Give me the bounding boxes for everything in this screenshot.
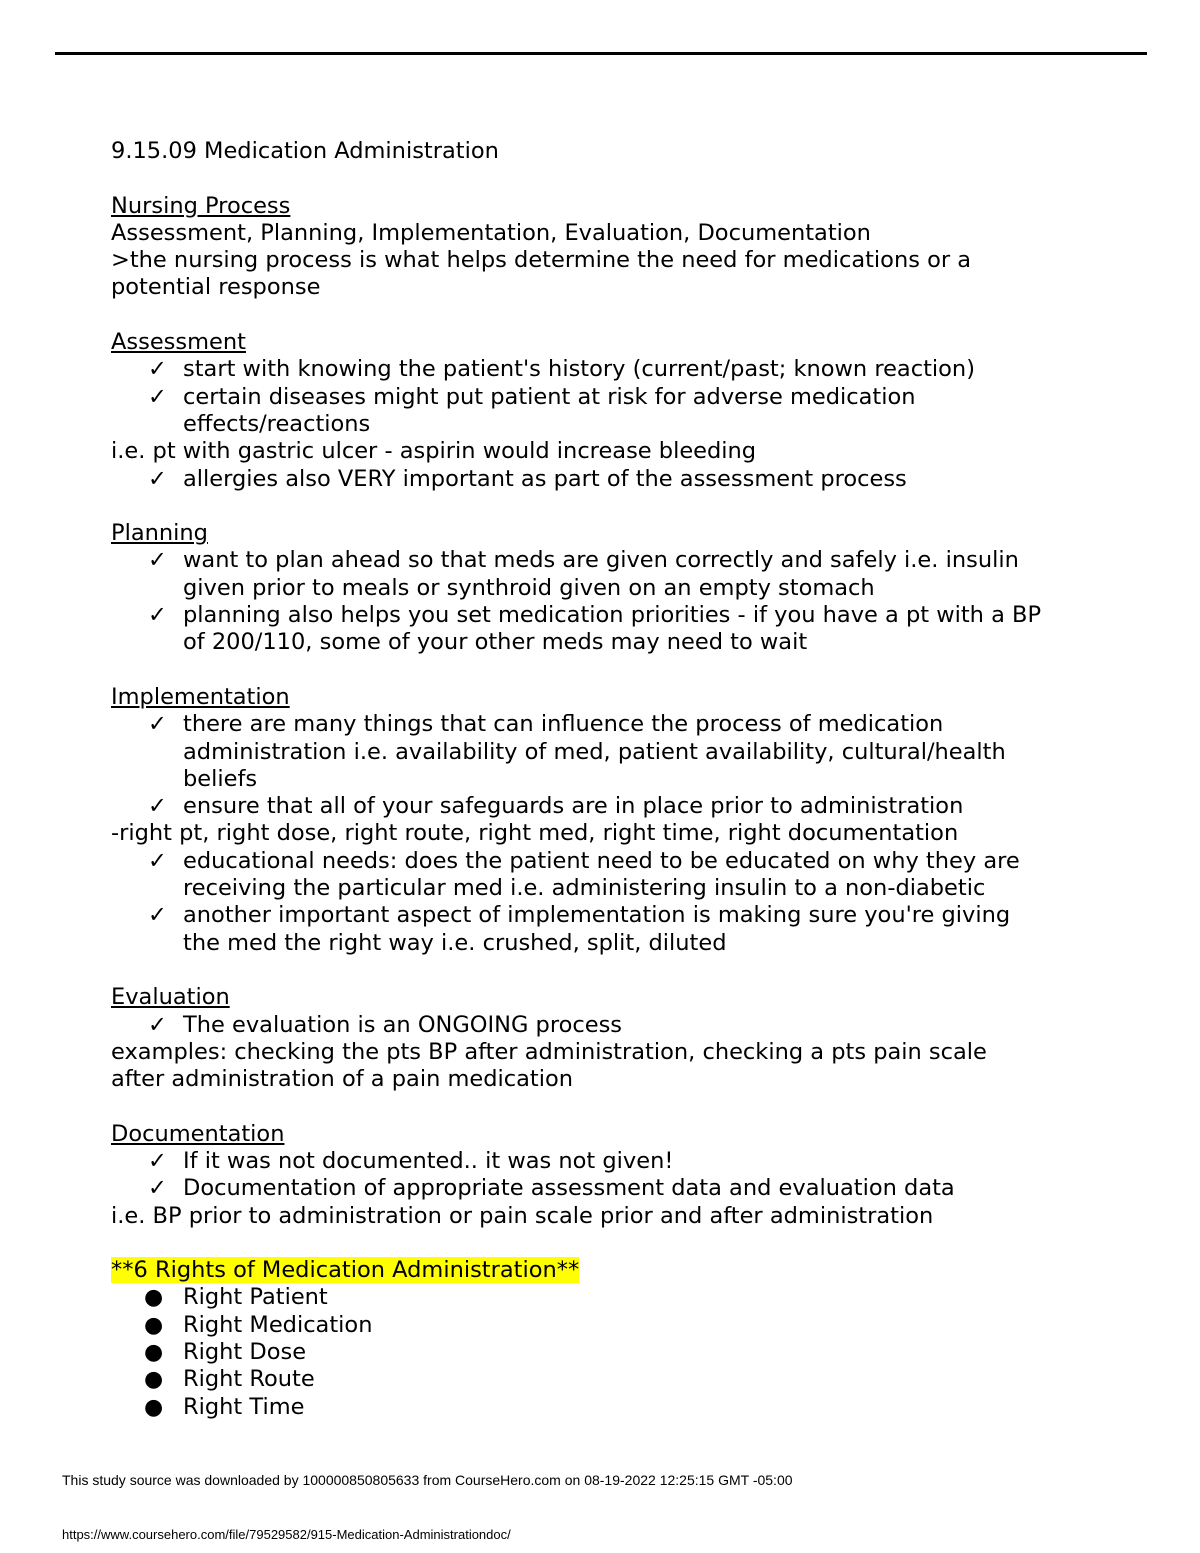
nursing-process-line: potential response [111, 274, 321, 301]
documentation-note: i.e. BP prior to administration or pain scale prior and after administration [111, 1202, 934, 1229]
implementation-item: ✓ another important aspect of implementation is making sure you're giving [148, 902, 1011, 929]
check-icon: ✓ [148, 793, 167, 820]
source-url-link[interactable]: https://www.coursehero.com/file/79529582/915-Medication-Administrationdoc/ [62, 1527, 511, 1542]
check-icon: ✓ [148, 356, 167, 383]
bullet-icon: ● [144, 1340, 164, 1366]
check-icon: ✓ [148, 602, 167, 629]
planning-item-continued: given prior to meals or synthroid given on an empty stomach [183, 574, 875, 601]
check-icon: ✓ [148, 465, 167, 492]
check-icon: ✓ [148, 1147, 167, 1174]
nursing-process-heading: Nursing Process [111, 192, 291, 219]
bullet-icon: ● [144, 1394, 164, 1420]
documentation-heading: Documentation [111, 1120, 285, 1147]
assessment-heading: Assessment [111, 329, 246, 356]
document-title: 9.15.09 Medication Administration [111, 138, 499, 164]
evaluation-item: ✓ The evaluation is an ONGOING process [148, 1011, 623, 1038]
check-icon: ✓ [148, 383, 167, 410]
rights-list-item: ● Right Dose [144, 1339, 307, 1366]
planning-item: ✓ planning also helps you set medication priorities - if you have a pt with a BP [148, 602, 1042, 629]
bullet-icon: ● [144, 1285, 164, 1311]
implementation-item: ✓ ensure that all of your safeguards are in place prior to administration [148, 793, 964, 820]
top-divider [55, 52, 1147, 55]
bullet-icon: ● [144, 1367, 164, 1393]
rights-list-item: ● Right Time [144, 1393, 305, 1420]
implementation-heading: Implementation [111, 683, 290, 710]
rights-list-item: ● Right Route [144, 1366, 315, 1393]
assessment-item: ✓ allergies also VERY important as part of the assessment process [148, 465, 907, 492]
evaluation-note: after administration of a pain medication [111, 1066, 574, 1093]
implementation-item: ✓ there are many things that can influence the process of medication [148, 711, 944, 738]
rights-heading-highlight: **6 Rights of Medication Administration** [111, 1257, 580, 1284]
source-footer: This study source was downloaded by 100000850805633 from CourseHero.com on 08-19-2022 12:25:15 GMT -05:00 [62, 1472, 793, 1488]
rights-list-item: ● Right Medication [144, 1311, 373, 1338]
implementation-item-continued: administration i.e. availability of med, patient availability, cultural/health [183, 738, 1006, 765]
evaluation-note: examples: checking the pts BP after administration, checking a pts pain scale [111, 1038, 987, 1065]
nursing-process-line: >the nursing process is what helps determine the need for medications or a [111, 247, 972, 274]
planning-heading: Planning [111, 520, 208, 547]
planning-item: ✓ want to plan ahead so that meds are given correctly and safely i.e. insulin [148, 547, 1019, 574]
assessment-item: ✓ start with knowing the patient's history (current/past; known reaction) [148, 356, 975, 383]
implementation-item-continued: receiving the particular med i.e. administering insulin to a non-diabetic [183, 875, 986, 902]
evaluation-heading: Evaluation [111, 984, 230, 1011]
implementation-note: -right pt, right dose, right route, right med, right time, right documentation [111, 820, 959, 847]
implementation-item-continued: the med the right way i.e. crushed, split, diluted [183, 929, 727, 956]
check-icon: ✓ [148, 847, 167, 874]
rights-list-item: ● Right Patient [144, 1284, 328, 1311]
documentation-item: ✓ Documentation of appropriate assessment data and evaluation data [148, 1175, 955, 1202]
rights-heading [111, 1257, 1111, 1284]
bullet-icon: ● [144, 1312, 164, 1338]
implementation-item-continued: beliefs [183, 765, 258, 792]
assessment-note: i.e. pt with gastric ulcer - aspirin would increase bleeding [111, 438, 757, 465]
nursing-process-line: Assessment, Planning, Implementation, Evaluation, Documentation [111, 219, 871, 246]
assessment-item-continued: effects/reactions [183, 410, 371, 437]
check-icon: ✓ [148, 711, 167, 738]
planning-item-continued: of 200/110, some of your other meds may need to wait [183, 629, 808, 656]
implementation-item: ✓ educational needs: does the patient need to be educated on why they are [148, 847, 1020, 874]
document-body [111, 138, 1111, 1421]
check-icon: ✓ [148, 547, 167, 574]
check-icon: ✓ [148, 1175, 167, 1202]
check-icon: ✓ [148, 1011, 167, 1038]
assessment-item: ✓ certain diseases might put patient at risk for adverse medication [148, 383, 916, 410]
documentation-item: ✓ If it was not documented.. it was not given! [148, 1147, 674, 1174]
check-icon: ✓ [148, 902, 167, 929]
